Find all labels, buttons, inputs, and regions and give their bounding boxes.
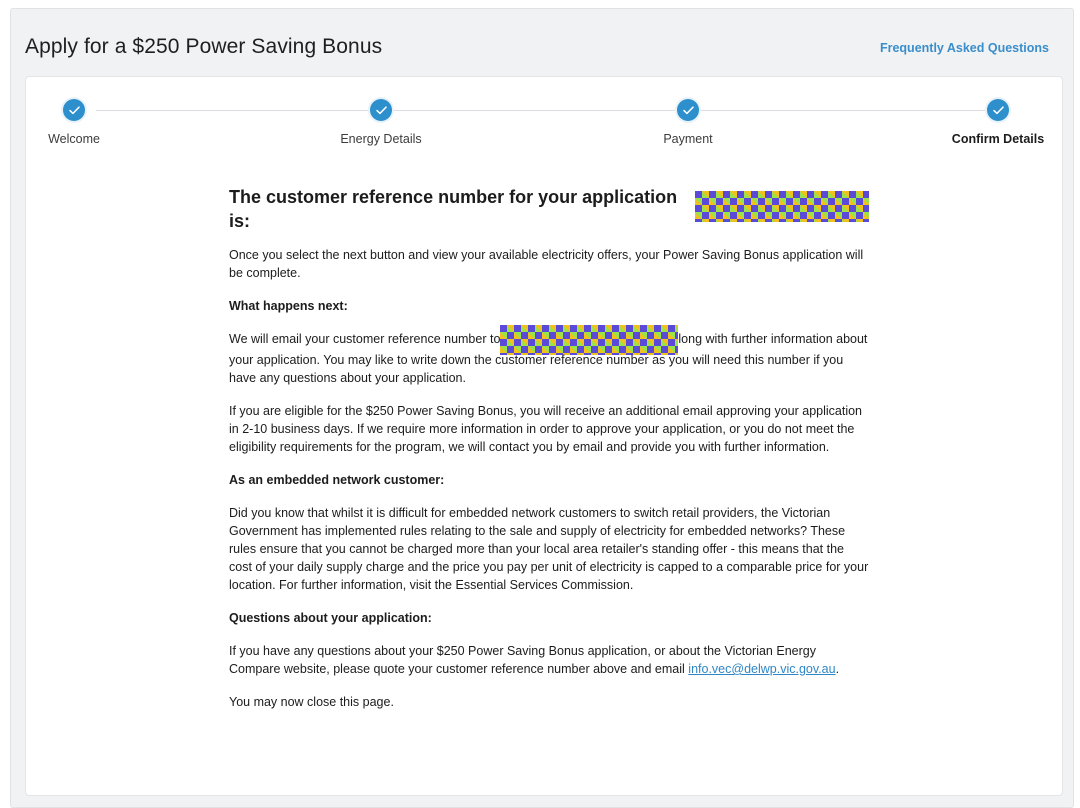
email-link[interactable]: info.vec@delwp.vic.gov.au — [688, 662, 836, 676]
check-icon — [677, 99, 699, 121]
step-energy-details — [301, 99, 461, 146]
questions-heading: Questions about your application: — [229, 611, 432, 625]
next-text-before: We will email your customer reference number to — [229, 332, 501, 346]
embedded-heading: As an embedded network customer: — [229, 473, 445, 487]
embedded-paragraph: Did you know that whilst it is difficult for embedded network customers to switch retail providers, the Victorian Government has implemented rules relating to the sale and supply of electricity for embedded networks? These rules ensure that you cannot be charged more than your local area retailer's standing offer - this means that the cost of your daily supply charge and the price you pay per unit of electricity is capped to a comparable price for your location. For further information, visit the Essential Services Commission. — [229, 506, 869, 592]
stepper-track — [96, 110, 936, 111]
questions-text-before: If you have any questions about your $250 Power Saving Bonus application, or about the Victorian Energy Compare website, please quote your customer reference number above and email — [229, 644, 816, 676]
step-welcome — [0, 99, 154, 146]
faq-link[interactable]: Frequently Asked Questions — [879, 41, 1049, 55]
check-icon — [987, 99, 1009, 121]
next-text-after: long with further information about your application. You may like to write down the customer reference number as you will need this number if you have any questions about your application. — [229, 332, 868, 385]
confirmation-content — [229, 185, 869, 726]
reference-heading-text: The customer reference number for your application is: — [229, 187, 678, 231]
application-card — [25, 76, 1063, 796]
progress-stepper — [26, 77, 1064, 167]
step-label: Payment — [663, 132, 713, 146]
questions-paragraph — [229, 642, 869, 678]
reference-heading — [229, 185, 869, 233]
step-payment — [608, 99, 768, 146]
redacted-email — [500, 325, 678, 355]
step-confirm-details — [918, 99, 1078, 146]
step-label-active: Confirm Details — [951, 132, 1045, 146]
check-icon — [63, 99, 85, 121]
closing-text: You may now close this page. — [229, 695, 394, 709]
intro-text: Once you select the next button and view your available electricity offers, your Power Saving Bonus application will be complete. — [229, 248, 864, 280]
questions-text-after: . — [835, 662, 840, 676]
next-heading: What happens next: — [229, 299, 348, 313]
page-container — [10, 8, 1074, 808]
redacted-reference-number — [695, 191, 869, 222]
next-paragraph-2: If you are eligible for the $250 Power Saving Bonus, you will receive an additional email approving your application in 2-10 business days. If we require more information in order to approve your application, or you do not meet the eligibility requirements for the program, we will contact you by email and provide you with further information. — [229, 404, 863, 454]
check-icon — [370, 99, 392, 121]
page-title: Apply for a $250 Power Saving Bonus — [25, 35, 383, 58]
step-label: Energy Details — [340, 132, 422, 146]
step-label: Welcome — [48, 132, 100, 146]
next-paragraph-1 — [229, 330, 869, 387]
